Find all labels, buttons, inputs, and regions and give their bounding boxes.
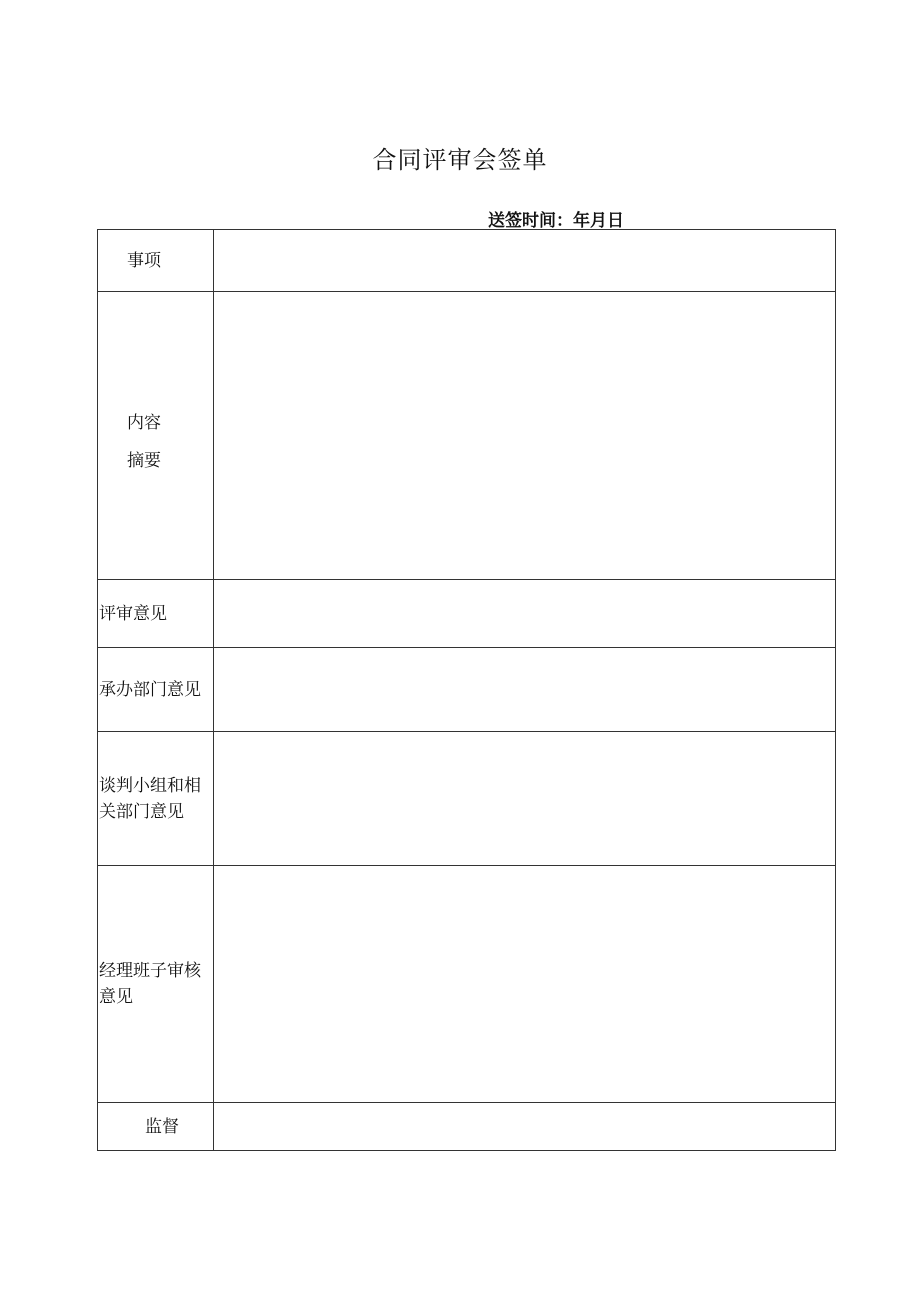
- label-line: 评审意见: [99, 603, 167, 624]
- table-row-negotiation-opinion: [98, 732, 835, 866]
- label-line: 事项: [127, 250, 161, 271]
- table-row-item: [98, 230, 835, 292]
- send-time-label: 送签时间：年月日: [488, 211, 624, 231]
- management-opinion-field[interactable]: [214, 866, 835, 1102]
- table-row-department-opinion: [98, 648, 835, 732]
- label-line: 监督: [145, 1116, 179, 1137]
- row-label-supervision: [98, 1103, 214, 1150]
- table-row-review-opinion: [98, 580, 835, 648]
- row-label-department-opinion: [98, 648, 214, 731]
- row-label-management-opinion: [98, 866, 214, 1102]
- label-line: 承办部门意见: [99, 679, 201, 700]
- review-opinion-field[interactable]: [214, 580, 835, 647]
- label-line: 摘要: [127, 451, 161, 471]
- department-opinion-field[interactable]: [214, 648, 835, 731]
- row-label-item: [98, 230, 214, 291]
- label-line: 关部门意见: [99, 801, 184, 822]
- row-label-negotiation-opinion: [98, 732, 214, 865]
- form-title: 合同评审会签单: [372, 146, 548, 174]
- summary-field[interactable]: [214, 292, 835, 579]
- table-row-supervision: [98, 1103, 835, 1150]
- table-row-management-opinion: [98, 866, 835, 1103]
- table-row-summary: [98, 292, 835, 580]
- label-line: 经理班子审核: [99, 961, 201, 981]
- label-line: 内容: [127, 413, 161, 433]
- signoff-form-table: [97, 229, 836, 1151]
- label-line: 意见: [99, 987, 133, 1007]
- supervision-field[interactable]: [214, 1103, 835, 1150]
- negotiation-opinion-field[interactable]: [214, 732, 835, 865]
- label-line: 谈判小组和相: [99, 775, 201, 796]
- row-label-summary: [98, 292, 214, 579]
- item-field[interactable]: [214, 230, 835, 291]
- row-label-review-opinion: [98, 580, 214, 647]
